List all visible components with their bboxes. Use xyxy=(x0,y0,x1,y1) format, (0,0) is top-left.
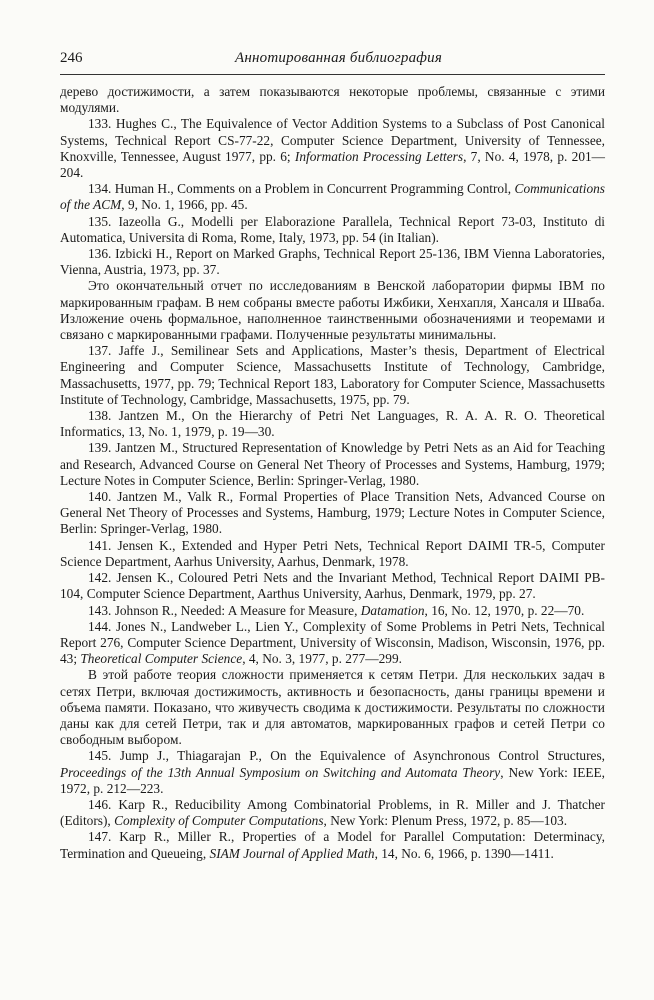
bib-entry-140 xyxy=(60,489,605,538)
entry-text: 147. Karp R., Miller R., Properties of a Model for Parallel Computation: Determinacy, Termination and Queueing, xyxy=(60,829,605,861)
entry-text: дерево достижимости, а затем показываются некоторые проблемы, связанные с этими модулями. xyxy=(60,84,605,116)
entry-text: 141. Jensen K., Extended and Hyper Petri Nets, Technical Report DAIMI TR-5, Computer Science Department, Aarhus University, Aarhus, Denmark, 1978. xyxy=(60,537,605,569)
annotation-136 xyxy=(60,278,605,343)
entry-text: 140. Jantzen M., Valk R., Formal Properties of Place Transition Nets, Advanced Course on General Net Theory of Processes and Systems, Hamburg, 1979; Lecture Notes in Computer Science, Berlin: Springer-Verlag, 1980. xyxy=(60,489,605,537)
entry-text: 139. Jantzen M., Structured Representation of Knowledge by Petri Nets as an Aid for Teaching and Research, Advanced Course on General Net Theory of Processes and Systems, Hamburg, 1979; Lecture Notes in Computer Science, Berlin: Springer-Verlag, 1980. xyxy=(60,440,605,488)
running-title: Аннотированная библиография xyxy=(235,50,443,66)
entry-text: , 4, No. 3, 1977, p. 277—299. xyxy=(242,651,402,667)
italic-title: Communications of the ACM xyxy=(60,181,605,213)
bib-entry-146 xyxy=(60,797,605,829)
entry-text: 133. Hughes C., The Equivalence of Vector Addition Systems to a Subclass of Post Canonical Systems, Technical Report CS-77-22, Computer Science Department, University of Tennessee, Knoxville, Tennessee, August 1977, pp. 6; xyxy=(60,116,605,164)
entry-text: 136. Izbicki H., Report on Marked Graphs, Technical Report 25-136, IBM Vienna Laboratories, Vienna, Austria, 1973, pp. 37. xyxy=(60,246,605,278)
entry-text: , 16, No. 12, 1970, p. 22—70. xyxy=(424,602,585,618)
entry-text: 137. Jaffe J., Semilinear Sets and Applications, Master’s thesis, Department of Electrical Engineering and Computer Science, Massachusetts Institute of Technology, Cambridge, Massachusetts, 1977, pp. 79; Technical Report 183, Laboratory for Computer Science, Massachusetts Institute of Technology, Cambridge, Massachusetts, 1975, pp. 79. xyxy=(60,343,605,407)
bib-entry-139 xyxy=(60,440,605,489)
italic-title: Information Processing Letters xyxy=(294,148,464,164)
bib-entry-134 xyxy=(60,181,605,213)
entry-text: 142. Jensen K., Coloured Petri Nets and the Invariant Method, Technical Report DAIMI PB-104, Computer Science Department, Aarthus University, Aarhus, Denmark, 1979, pp. 27. xyxy=(60,570,605,602)
entry-text: , 9, No. 1, 1966, pp. 45. xyxy=(121,197,248,213)
bib-entry-143 xyxy=(60,603,605,619)
entry-text: 144. Jones N., Landweber L., Lien Y., Complexity of Some Problems in Petri Nets, Technical Report 276, Computer Science Department, University of Wisconsin, Madison, Wisconsin, 1976, pp. 43; xyxy=(60,618,605,667)
bib-entry-145 xyxy=(60,748,605,797)
bib-entry-136 xyxy=(60,246,605,278)
bib-entry-137 xyxy=(60,343,605,408)
entry-text: В этой работе теория сложности применяется к сетям Петри. Для нескольких задач в сетях Петри, включая достижимость, активность и безопасность, даны границы времени и объема памяти. Показано, что живучесть сводима к достижимости. Результаты по сложности даны как для сетей Петри, так и для автоматов, маркированных графов и сетей Петри со свободным выбором. xyxy=(60,667,605,748)
header-rule xyxy=(60,74,605,75)
italic-title: Complexity of Computer Computations xyxy=(114,813,324,829)
bib-entry-135 xyxy=(60,214,605,246)
bib-entry-141 xyxy=(60,538,605,570)
italic-title: Datamation xyxy=(360,602,425,618)
bib-entry-144 xyxy=(60,619,605,668)
italic-title: SIAM Journal of Applied Math xyxy=(209,845,375,861)
page-header xyxy=(60,50,605,72)
entry-text: 143. Johnson R., Needed: A Measure for Measure, xyxy=(88,602,361,618)
entry-text: 135. Iazeolla G., Modelli per Elaborazione Parallela, Technical Report 73-03, Instituto di Automatica, Universita di Roma, Rome, Italy, 1973, pp. 54 (in Italian). xyxy=(60,213,605,245)
entry-text: , New York: IEEE, 1972, p. 212—223. xyxy=(60,764,606,796)
italic-title: Theoretical Computer Science xyxy=(80,651,243,667)
bibliography-body xyxy=(60,84,605,862)
entry-text: 145. Jump J., Thiagarajan P., On the Equivalence of Asynchronous Control Structures, xyxy=(88,748,605,764)
entry-text: , 7, No. 4, 1978, p. 201—204. xyxy=(60,148,606,181)
page-number: 246 xyxy=(60,50,83,66)
entry-text: 134. Human H., Comments on a Problem in Concurrent Programming Control, xyxy=(88,181,515,197)
italic-title: Proceedings of the 13th Annual Symposium on Switching and Automata Theory xyxy=(60,764,501,780)
continued-annotation xyxy=(60,84,605,116)
entry-text: 146. Karp R., Reducibility Among Combinatorial Problems, in R. Miller and J. Thatcher (Editors), xyxy=(60,796,605,829)
entry-text: 138. Jantzen M., On the Hierarchy of Petri Net Languages, R. A. A. R. O. Theoretical Informatics, 13, No. 1, 1979, p. 19—30. xyxy=(60,408,605,440)
bib-entry-133 xyxy=(60,116,605,181)
bib-entry-142 xyxy=(60,570,605,602)
entry-text: , New York: Plenum Press, 1972, p. 85—103. xyxy=(323,813,568,829)
annotation-144 xyxy=(60,667,605,748)
entry-text: Это окончательный отчет по исследованиям в Венской лаборатории фирмы IBM по маркированным графам. В нем собраны вместе работы Ижбики, Хенхапля, Хансаля и Шваба. Изложение очень формальное, наполненное таинственными обозначениями и теоремами и связано с маркированными графами. Полученные результаты минимальны. xyxy=(60,278,605,343)
bib-entry-147 xyxy=(60,829,605,861)
bib-entry-138 xyxy=(60,408,605,440)
entry-text: , 14, No. 6, 1966, p. 1390—1411. xyxy=(374,845,554,861)
